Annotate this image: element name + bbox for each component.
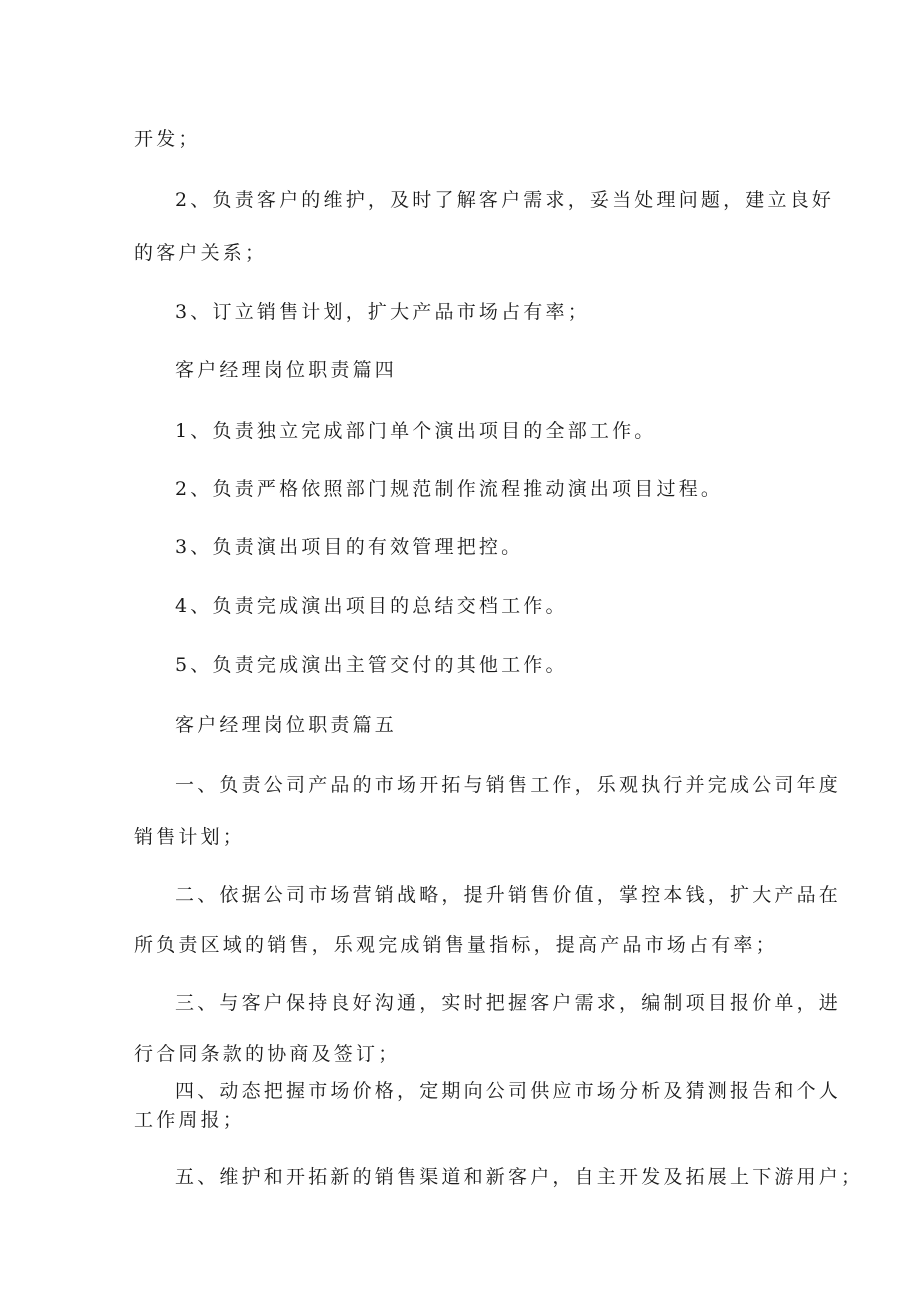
duty-item: 二、依据公司市场营销战略，提升销售价值，掌控本钱，扩大产品在 [175,884,842,906]
duty-item-continuation: 的客户关系； [134,242,268,264]
duty-item: 3、负责演出项目的有效管理把控。 [175,536,524,558]
duty-item-continuation: 工作周报； [134,1109,246,1131]
duty-item: 3、订立销售计划，扩大产品市场占有率； [175,301,590,323]
duty-item: 2、负责严格依照部门规范制作流程推动演出项目过程。 [175,478,724,500]
section-heading: 客户经理岗位职责篇五 [175,714,398,736]
duty-item: 5、负责完成演出主管交付的其他工作。 [175,654,568,676]
duty-item-continuation: 行合同条款的协商及签订； [134,1043,401,1065]
duty-item: 4、负责完成演出项目的总结交档工作。 [175,595,568,617]
duty-item-continuation: 销售计划； [134,826,246,848]
duty-item: 三、与客户保持良好沟通，实时把握客户需求，编制项目报价单，进 [175,992,842,1014]
section-heading: 客户经理岗位职责篇四 [175,359,398,381]
duty-item: 1、负责独立完成部门单个演出项目的全部工作。 [175,420,657,442]
duty-item: 一、负责公司产品的市场开拓与销售工作，乐观执行并完成公司年度 [175,774,842,796]
paragraph-continuation: 开发； [134,128,201,150]
duty-item: 五、维护和开拓新的销售渠道和新客户，自主开发及拓展上下游用户； [175,1166,864,1188]
duty-item: 2、负责客户的维护，及时了解客户需求，妥当处理问题，建立良好 [175,189,835,211]
duty-item: 四、动态把握市场价格，定期向公司供应市场分析及猜测报告和个人 [175,1080,842,1102]
duty-item-continuation: 所负责区域的销售，乐观完成销售量指标，提高产品市场占有率； [134,934,778,956]
